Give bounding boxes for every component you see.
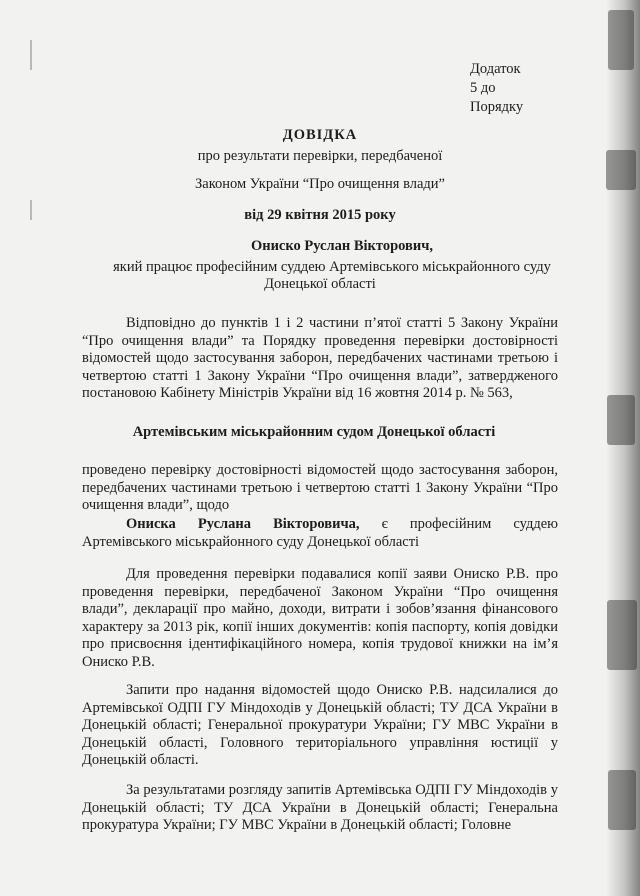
check-paragraph: проведено перевірку достовірності відомостей щодо застосування заборон, передбачених частинами третьою і четвертою статті 1 Закону України “Про очищення влади”, щодо	[82, 462, 558, 513]
court-heading: Артемівським міськрайонним судом Донецької області	[132, 424, 496, 440]
person-position: Донецької області	[264, 276, 376, 292]
annex-line: Додаток	[470, 61, 521, 77]
scan-artifact	[607, 600, 637, 670]
person-name: Ониско Руслан Вікторович,	[250, 238, 434, 254]
subject-paragraph	[82, 516, 558, 551]
subject-name: Ониска Руслана Вікторовича,	[126, 516, 360, 532]
documents-paragraph: Для проведення перевірки подавалися копії заяви Ониско Р.В. про проведення перевірки, передбаченої Законом України “Про очищення влади”, декларації про майно, доходи, витрати і зобов’язання фінансового характеру за 2013 рік, копії інших документів: копія паспорту, копія довідки про присвоєння ідентифікаційного номера, копія трудової книжки на ім’я Ониско Р.В.	[82, 566, 558, 670]
document-subtitle: про результати перевірки, передбаченої	[197, 148, 443, 164]
annex-line: 5 до	[470, 80, 496, 96]
scan-artifact	[608, 770, 636, 830]
annex-reference	[470, 60, 523, 117]
document-date: від 29 квітня 2015 року	[244, 207, 396, 223]
intro-paragraph: Відповідно до пунктів 1 і 2 частини п’ятої статті 5 Закону України “Про очищення влади” та Порядку проведення перевірки достовірності відомостей щодо застосування заборон, передбачених частинами третьою і четвертою статті 1 Закону України “Про очищення влади”, затвердженого постановою Кабінету Міністрів України від 16 жовтня 2014 р. № 563,	[82, 315, 558, 401]
person-position: який працює професійним суддею Артемівського міськрайонного суду	[113, 259, 551, 275]
requests-paragraph: Запити про надання відомостей щодо Ониско Р.В. надсилалися до Артемівської ОДПІ ГУ Міндоходів у Донецькій області; ТУ ДСА України в Донецькій області; Генеральної прокуратури України; ГУ МВС України в Донецькій області, Головного територіального управління юстиції у Донецькій області.	[82, 682, 558, 768]
document-subtitle: Законом України “Про очищення влади”	[195, 176, 445, 192]
subject-description: є професійним суддею Артемівського міськрайонного суду Донецької області	[82, 516, 558, 550]
annex-line: Порядку	[470, 99, 524, 115]
scan-artifact	[608, 10, 634, 70]
document-title: ДОВІДКА	[282, 127, 358, 143]
scan-artifact	[30, 40, 32, 70]
results-paragraph: За результатами розгляду запитів Артемівська ОДПІ ГУ Міндоходів у Донецькій області; ТУ ДСА України в Донецькій області; Генеральна прокуратура України; ГУ МВС України в Донецькій області; Головне	[82, 782, 558, 833]
